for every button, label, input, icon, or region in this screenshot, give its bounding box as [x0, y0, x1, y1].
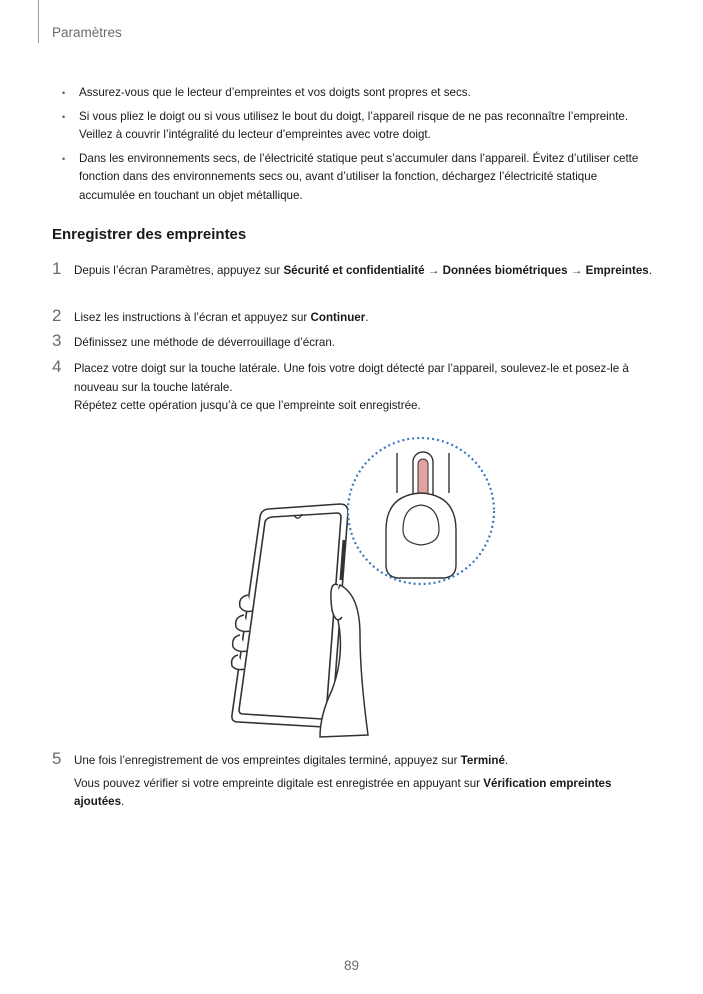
hand-holding-phone-illustration: [220, 435, 500, 740]
check-added-fingerprints-label: Vérification empreintes ajoutées: [74, 776, 612, 808]
step-3: [52, 331, 652, 353]
step-2: [52, 306, 652, 328]
menu-path-biometrics: Données biométriques: [442, 264, 568, 277]
list-item: [62, 108, 652, 145]
step-text: Une fois l’enregistrement de vos empreintes digitales terminé, appuyez sur Terminé. Vous pouvez vérifier si votre empreinte digitale est enregistrée en appuyant sur Vérification empreintes ajoutées.: [74, 754, 612, 808]
step-number: 1: [52, 259, 62, 278]
step-text: Placez votre doigt sur la touche latérale. Une fois votre doigt détecté par l’appareil, soulevez-le et posez-le à nouveau sur la touche latérale. Répétez cette opération jusqu’à ce que l’empreinte soit enregistrée.: [74, 362, 629, 412]
header-rule: [38, 0, 39, 43]
step-4: [52, 357, 652, 416]
page-number: 89: [343, 958, 360, 973]
tip-text: Si vous pliez le doigt ou si vous utilisez le bout du doigt, l’appareil risque de ne pas reconnaître l’empreinte. Veillez à couvrir l’intégralité du lecteur d’empreintes avec votre doigt.: [79, 109, 629, 141]
step-text: Depuis l’écran Paramètres, appuyez sur Sécurité et confidentialité → Données biométriques → Empreintes.: [74, 264, 652, 277]
bullet-icon: •: [62, 111, 66, 122]
tips-list: [62, 84, 652, 210]
list-item: [62, 84, 652, 103]
page-header-title: Paramètres: [52, 25, 122, 40]
list-item: [62, 150, 652, 206]
done-label: Terminé: [460, 754, 505, 767]
step-5: [52, 749, 652, 812]
bullet-icon: •: [62, 153, 66, 164]
step-text: Lisez les instructions à l’écran et appuyez sur Continuer.: [74, 311, 369, 324]
continue-label: Continuer: [310, 311, 366, 324]
tip-text: Dans les environnements secs, de l’électricité statique peut s’accumuler dans l’appareil. Évitez d’utiliser cette fonction dans des environnements secs ou, avant d’utiliser la fonction, déchargez l’électricité statique accumulée en touchant un objet métallique.: [79, 151, 639, 202]
section-title: Enregistrer des empreintes: [52, 226, 247, 243]
menu-path-security: Sécurité et confidentialité: [283, 264, 425, 277]
tip-text: Assurez-vous que le lecteur d’empreintes et vos doigts sont propres et secs.: [79, 86, 471, 99]
bullet-icon: •: [62, 88, 66, 98]
step-number: 3: [52, 331, 62, 350]
step-number: 5: [52, 749, 62, 768]
step-number: 2: [52, 306, 62, 325]
step-text: Définissez une méthode de déverrouillage d’écran.: [74, 336, 336, 349]
menu-path-fingerprints: Empreintes: [585, 264, 649, 277]
step-1: [52, 259, 652, 281]
step-number: 4: [52, 357, 62, 376]
